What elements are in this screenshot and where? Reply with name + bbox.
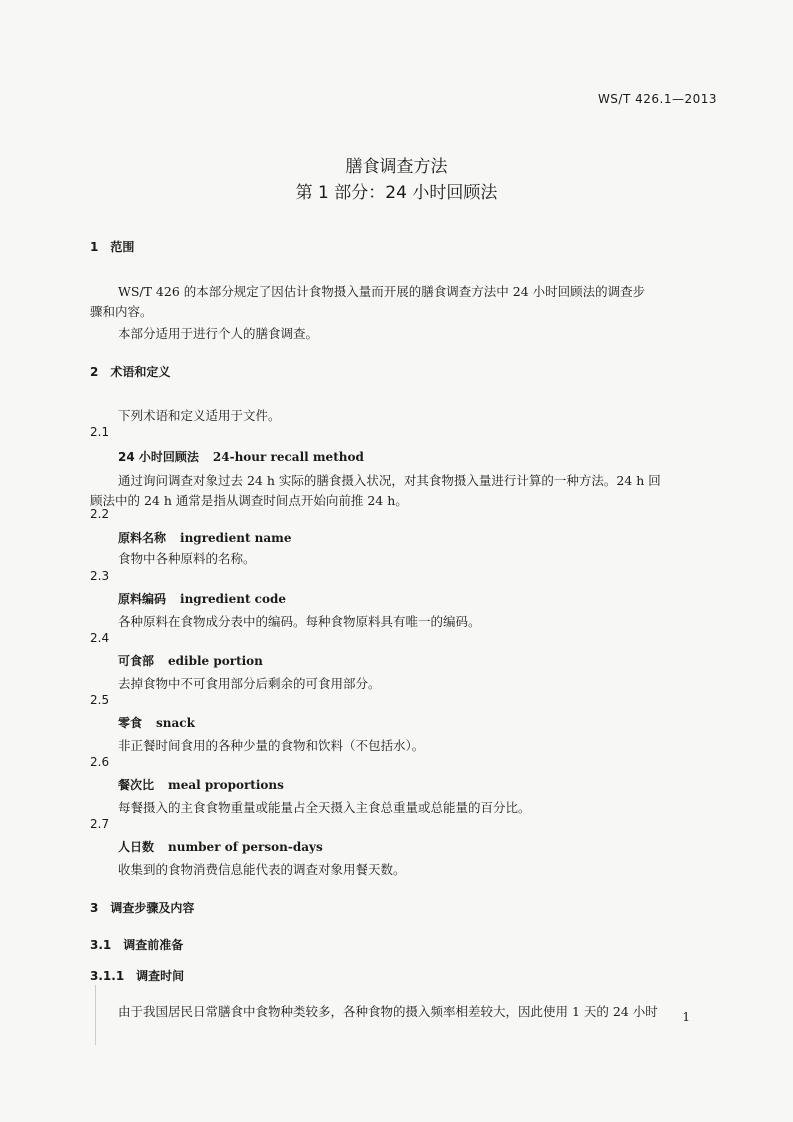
term-en: 24-hour recall method [212, 450, 364, 464]
section-1-paragraph-line: WS/T 426 的本部分规定了因估计食物摄入量而开展的膳食调查方法中 24 小时回顾法的调查步 [118, 284, 646, 299]
term-en: ingredient name [180, 531, 292, 545]
section-1-paragraph: 本部分适用于进行个人的膳食调查。 [118, 326, 319, 341]
term-number: 2.1 [90, 425, 110, 439]
term-en: ingredient code [180, 592, 287, 606]
standard-number: WS/T 426.1—2013 [597, 92, 717, 106]
term-number: 2.4 [90, 631, 110, 645]
term-definition: 各种原料在食物成分表中的编码。每种食物原料具有唯一的编码。 [118, 614, 481, 629]
term-heading [118, 529, 292, 546]
section-3-paragraph: 由于我国居民日常膳食中食物种类较多，各种食物的摄入频率相差较大，因此使用 1 天的 24 小时 [118, 1004, 658, 1019]
section-3-heading: 3 调查步骤及内容 [90, 901, 195, 915]
scan-artifact [95, 985, 96, 1045]
term-definition: 收集到的食物消费信息能代表的调查对象用餐天数。 [118, 862, 406, 877]
term-en: number of person-days [168, 840, 323, 854]
term-definition: 通过询问调查对象过去 24 h 实际的膳食摄入状况，对其食物摄入量进行计算的一种方法。24 h 回 [118, 473, 661, 488]
term-definition: 顾法中的 24 h 通常是指从调查时间点开始向前推 24 h。 [90, 493, 408, 508]
term-definition: 非正餐时间食用的各种少量的食物和饮料（不包括水）。 [118, 738, 425, 753]
term-zh: 零食 [118, 716, 143, 730]
term-heading [118, 590, 286, 607]
term-definition: 去掉食物中不可食用部分后剩余的可食用部分。 [118, 676, 381, 691]
term-en: snack [156, 716, 195, 730]
term-zh: 24 小时回顾法 [118, 450, 199, 464]
section-1-paragraph-line: 骤和内容。 [90, 304, 153, 319]
term-en: meal proportions [168, 778, 284, 792]
term-number: 2.7 [90, 817, 110, 831]
section-2-heading: 2 术语和定义 [90, 365, 171, 379]
term-heading [118, 652, 263, 669]
section-1-heading: 1 范围 [90, 240, 135, 254]
term-number: 2.2 [90, 507, 110, 521]
term-heading [118, 776, 284, 793]
term-zh: 原料名称 [118, 531, 167, 545]
section-3-1-1-heading: 3.1.1 调查时间 [90, 969, 185, 983]
section-2-intro: 下列术语和定义适用于文件。 [118, 408, 281, 423]
term-zh: 原料编码 [118, 592, 167, 606]
term-heading [118, 714, 195, 731]
term-number: 2.6 [90, 755, 110, 769]
page-number: 1 [682, 1010, 690, 1024]
term-definition: 食物中各种原料的名称。 [118, 551, 256, 566]
term-number: 2.5 [90, 693, 110, 707]
term-zh: 人日数 [118, 840, 155, 854]
term-en: edible portion [168, 654, 263, 668]
document-title: 膳食调查方法 [345, 157, 448, 177]
term-zh: 可食部 [118, 654, 155, 668]
term-definition: 每餐摄入的主食食物重量或能量占全天摄入主食总重量或总能量的百分比。 [118, 800, 531, 815]
term-heading [118, 448, 364, 465]
document-subtitle: 第 1 部分：24 小时回顾法 [295, 183, 498, 203]
term-number: 2.3 [90, 569, 110, 583]
section-3-1-heading: 3.1 调查前准备 [90, 938, 184, 952]
term-heading [118, 838, 323, 855]
term-zh: 餐次比 [118, 778, 155, 792]
